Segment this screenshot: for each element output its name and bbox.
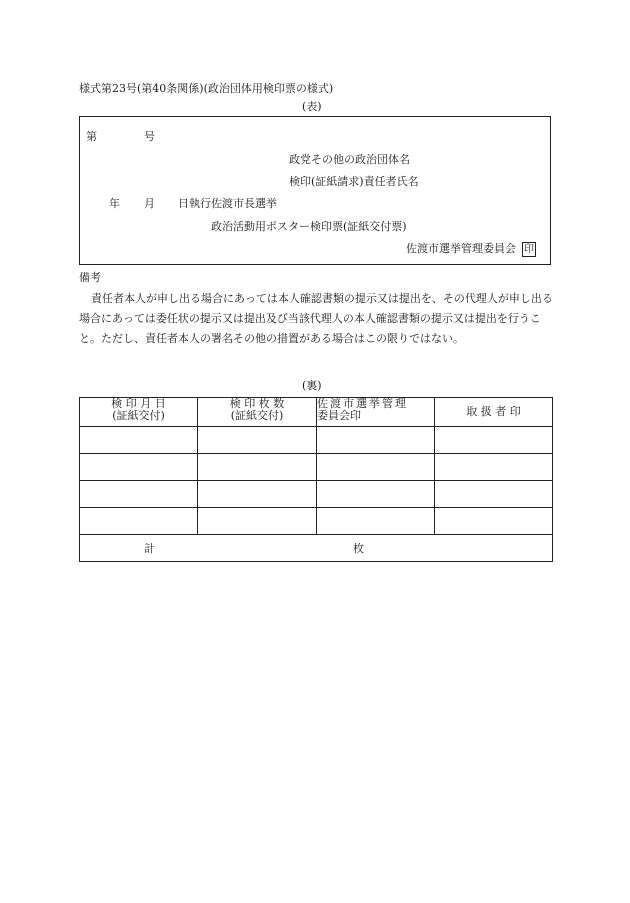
responsible-label: 検印(証紙請求)責任者氏名 — [289, 175, 419, 188]
table-cell — [435, 508, 553, 535]
committee-line — [406, 242, 536, 257]
front-label: (表) — [302, 100, 322, 113]
date-month: 月 — [144, 197, 155, 210]
notes-heading: 備考 — [79, 271, 101, 284]
table-cell — [198, 454, 317, 481]
table-cell — [80, 454, 198, 481]
table-cell — [317, 454, 435, 481]
table-cell — [80, 481, 198, 508]
table-cell — [80, 508, 198, 535]
election-label: 日執行佐渡市長選挙 — [178, 197, 277, 210]
header-handler-seal: 取 扱 者 印 — [435, 398, 553, 427]
header-committee-seal-line2: 委員会印 — [317, 409, 361, 422]
party-name-label: 政党その他の政治団体名 — [289, 153, 410, 166]
table-row — [80, 508, 553, 535]
table-cell — [80, 427, 198, 454]
total-row — [80, 535, 553, 562]
table-row — [80, 427, 553, 454]
back-table — [79, 397, 553, 562]
table-cell — [317, 508, 435, 535]
header-inspection-count-line1: 検 印 枚 数 — [229, 397, 285, 410]
table-cell — [435, 427, 553, 454]
number-dai: 第 — [86, 130, 97, 143]
table-header-row — [80, 398, 553, 427]
notes-body: 責任者本人が申し出る場合にあっては本人確認書類の提示又は提出を、その代理人が申し出る場合にあっては委任状の提示又は提出及び当該代理人の本人確認書類の提示又は提出を行うこと。ただし、責任者本人の署名その他の措置がある場合はこの限りではない。 — [79, 292, 553, 345]
form-title: 様式第23号(第40条関係)(政治団体用検印票の様式) — [79, 82, 334, 95]
ticket-title: 政治活動用ポスター検印票(証紙交付票) — [211, 220, 407, 233]
table-cell — [317, 481, 435, 508]
back-label: (裏) — [302, 379, 322, 392]
header-committee-seal-line1: 佐渡市選挙管理 — [317, 397, 408, 410]
number-go: 号 — [144, 130, 155, 143]
table-cell — [198, 508, 317, 535]
seal-box: 印 — [524, 244, 534, 255]
front-box — [79, 116, 551, 265]
total-cell — [80, 535, 553, 562]
header-inspection-count — [198, 398, 317, 427]
table-row — [80, 481, 553, 508]
header-inspection-count-line2: (証紙交付) — [230, 409, 284, 422]
total-label: 計 — [144, 542, 155, 555]
sheets-label: 枚 — [353, 542, 364, 555]
table-cell — [435, 454, 553, 481]
date-year: 年 — [109, 197, 120, 210]
header-committee-seal — [317, 398, 435, 427]
table-cell — [317, 427, 435, 454]
table-cell — [198, 481, 317, 508]
header-inspection-date-line2: (証紙交付) — [112, 409, 165, 422]
table-row — [80, 454, 553, 481]
committee-name: 佐渡市選挙管理委員会 — [406, 242, 516, 255]
header-inspection-date — [80, 398, 198, 427]
header-inspection-date-line1: 検 印 月 日 — [111, 397, 166, 410]
table-cell — [198, 427, 317, 454]
table-cell — [435, 481, 553, 508]
